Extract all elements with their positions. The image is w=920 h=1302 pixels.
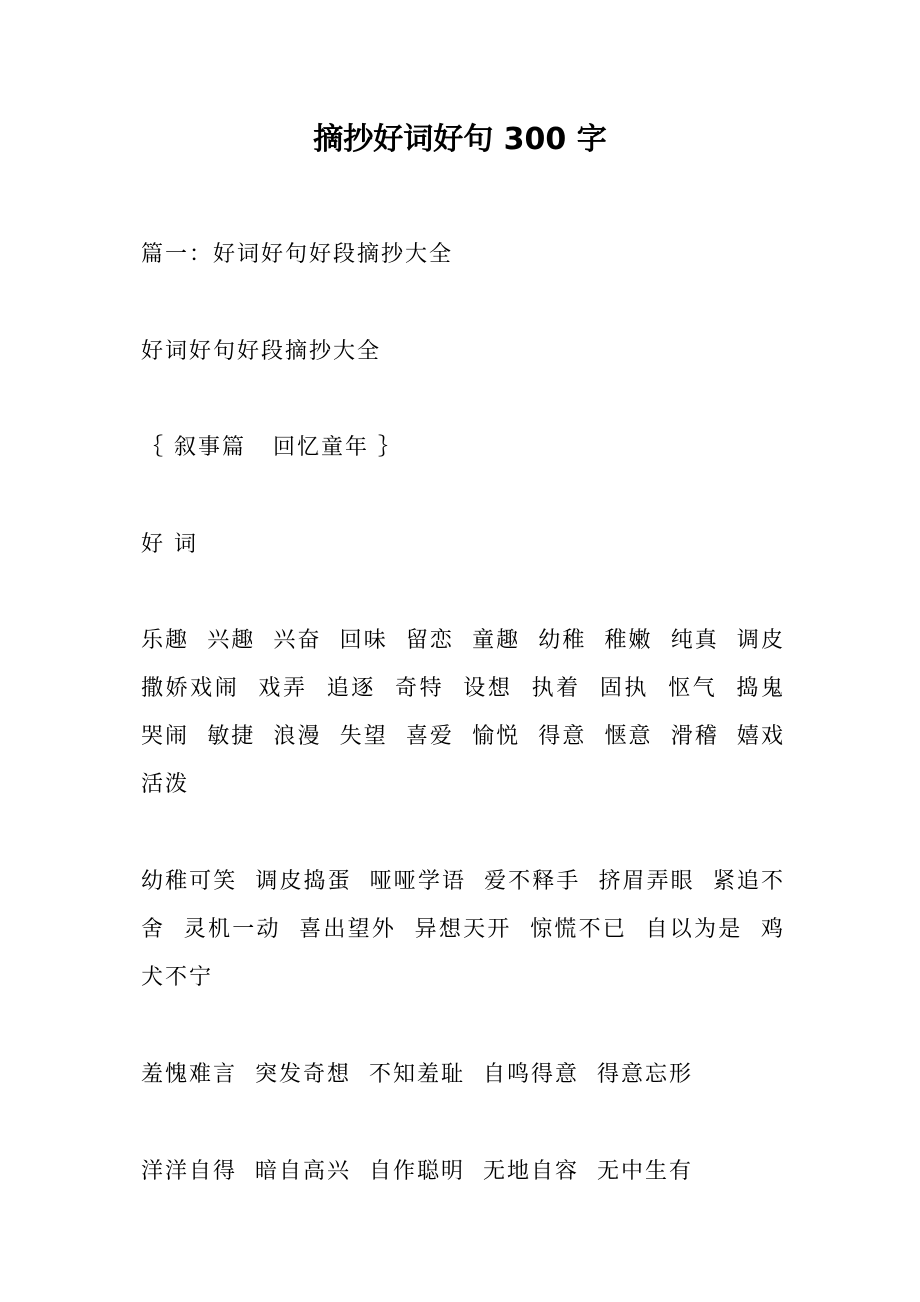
idiom-list-paragraph: 幼稚可笑 调皮捣蛋 哑哑学语 爱不释手 挤眉弄眼 紧追不舍 灵机一动 喜出望外 异想天开 惊慌不已 自以为是 鸡犬不宁: [141, 869, 785, 990]
good-words-heading: 好 词: [141, 532, 198, 557]
document-title: 摘抄好词好句 300 字: [313, 122, 607, 157]
category-heading: ｛ 叙事篇 回忆童年 ｝: [141, 435, 402, 460]
word-list-paragraph: 乐趣 兴趣 兴奋 回味 留恋 童趣 幼稚 稚嫩 纯真 调皮 撒娇戏闹 戏弄 追逐 奇特 设想 执着 固执 怄气 捣鬼 哭闹 敏捷 浪漫 失望 喜爱 愉悦 得意 惬意 滑稽 嬉戏 活泼: [141, 628, 803, 797]
section-heading: 篇一：好词好句好段摘抄大全: [141, 242, 454, 267]
idiom-list-paragraph: 羞愧难言 突发奇想 不知羞耻 自鸣得意 得意忘形: [141, 1062, 693, 1087]
subheading: 好词好句好段摘抄大全: [141, 339, 382, 364]
idiom-list-paragraph: 洋洋自得 暗自高兴 自作聪明 无地自容 无中生有: [141, 1159, 693, 1184]
